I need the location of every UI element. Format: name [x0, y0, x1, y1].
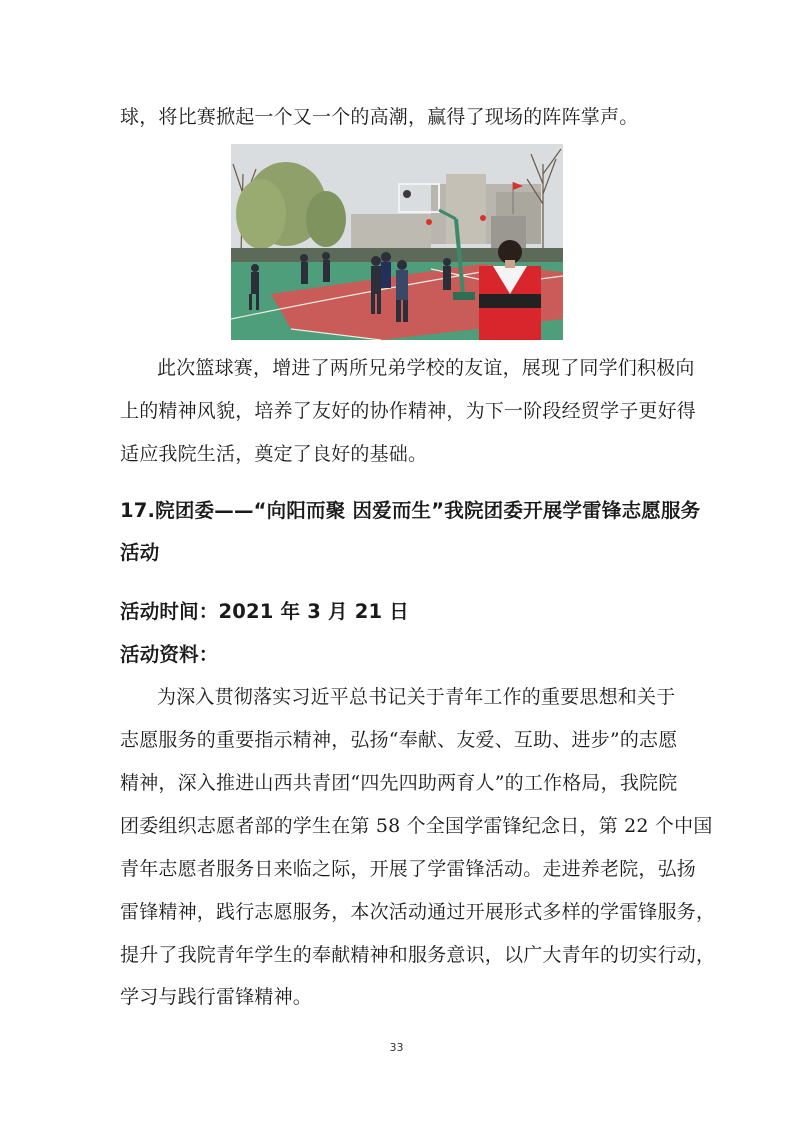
body-line-8: 学习与践行雷锋精神。: [120, 986, 313, 1008]
page-number: 33: [389, 1041, 404, 1054]
section-heading-line-1: 17.院团委——“向阳而聚 因爱而生”我院团委开展学雷锋志愿服务: [120, 499, 701, 522]
body-line-6: 雷锋精神，践行志愿服务，本次活动通过开展形式多样的学雷锋服务，: [120, 901, 716, 923]
paragraph-tail: 球，将比赛掀起一个又一个的高潮，赢得了现场的阵阵掌声。: [120, 106, 639, 128]
body-line-4: 团委组织志愿者部的学生在第 58 个全国学雷锋纪念日，第 22 个中国: [120, 815, 713, 837]
summary-line-2: 上的精神风貌，培养了友好的协作精神，为下一阶段经贸学子更好得: [120, 400, 697, 422]
section-heading-line-2: 活动: [120, 541, 160, 564]
activity-time: 活动时间：2021 年 3 月 21 日: [120, 600, 409, 623]
activity-material-label: 活动资料：: [120, 643, 219, 666]
body-line-3: 精神，深入推进山西共青团“四先四助两育人”的工作格局，我院院: [120, 772, 678, 794]
summary-line-1: 此次篮球赛，增进了两所兄弟学校的友谊，展现了同学们积极向: [157, 357, 695, 379]
body-line-5: 青年志愿者服务日来临之际，开展了学雷锋活动。走进养老院，弘扬: [120, 858, 697, 880]
body-line-1: 为深入贯彻落实习近平总书记关于青年工作的重要思想和关于: [157, 686, 676, 708]
body-line-7: 提升了我院青年学生的奉献精神和服务意识，以广大青年的切实行动，: [120, 944, 716, 966]
body-line-2: 志愿服务的重要指示精神，弘扬“奉献、友爱、互助、进步”的志愿: [120, 729, 678, 751]
basketball-game-photo: [231, 144, 563, 340]
summary-line-3: 适应我院生活，奠定了良好的基础。: [120, 443, 428, 465]
